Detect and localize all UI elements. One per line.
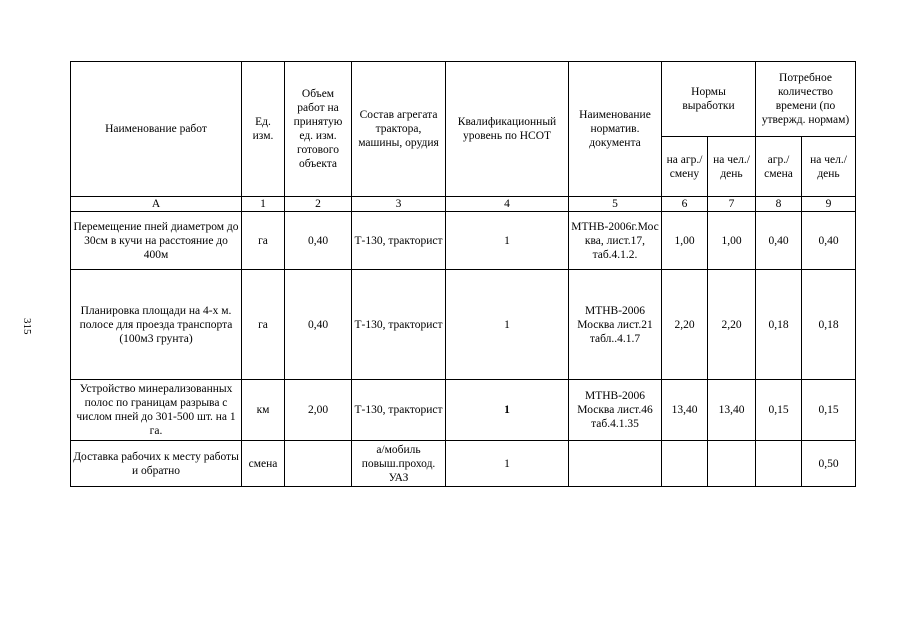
header-volume: Объем работ на принятую ед. изм. готового объекта [285,62,352,197]
header-work-name: Наименование работ [71,62,242,197]
time-aggregate-shift-cell: 0,18 [756,270,802,380]
column-index-row [71,197,856,212]
qualification-level-cell: 1 [446,212,569,270]
volume-cell: 0,40 [285,212,352,270]
column-index: 2 [285,197,352,212]
volume-cell: 0,40 [285,270,352,380]
time-aggregate-shift-cell: 0,40 [756,212,802,270]
norm-per-person-day-cell: 2,20 [708,270,756,380]
composition-cell: Т-130, тракторист [352,212,446,270]
norm-per-aggregate-shift-cell: 1,00 [662,212,708,270]
column-index: 5 [569,197,662,212]
norm-per-person-day-cell: 13,40 [708,380,756,441]
table-row [71,212,856,270]
header-output-norms: Нормы выработки [662,62,756,137]
qualification-level-cell: 1 [446,380,569,441]
qualification-level-cell: 1 [446,270,569,380]
norm-per-aggregate-shift-cell: 13,40 [662,380,708,441]
header-per-person-day-2: на чел./ день [802,137,856,197]
work-name-cell: Доставка рабочих к месту работы и обратно [71,441,242,487]
volume-cell: 2,00 [285,380,352,441]
time-person-day-cell: 0,40 [802,212,856,270]
work-name-cell: Перемещение пней диаметром до 30см в кучи на расстояние до 400м [71,212,242,270]
header-unit: Ед. изм. [242,62,285,197]
header-per-aggregate-shift: на агр./ смену [662,137,708,197]
time-person-day-cell: 0,15 [802,380,856,441]
column-index: 3 [352,197,446,212]
table-row [71,441,856,487]
time-person-day-cell: 0,18 [802,270,856,380]
page-number: 315 [21,318,33,335]
column-index: 1 [242,197,285,212]
column-index: 9 [802,197,856,212]
normative-document-cell: МТНВ-2006 Москва лист.21 табл..4.1.7 [569,270,662,380]
column-index: 7 [708,197,756,212]
column-index: А [71,197,242,212]
normative-document-cell: МТНВ-2006г.Москва, лист.17, таб.4.1.2. [569,212,662,270]
table-row [71,380,856,441]
header-qualification-level: Квалификационный уровень по НСОТ [446,62,569,197]
unit-cell: га [242,212,285,270]
work-name-cell: Планировка площади на 4-х м. полосе для проезда транспорта (100м3 грунта) [71,270,242,380]
norm-per-aggregate-shift-cell [662,441,708,487]
header-row-1 [71,62,856,137]
normative-document-cell [569,441,662,487]
column-index: 6 [662,197,708,212]
header-composition: Состав агрегата трактора, машины, орудия [352,62,446,197]
composition-cell: Т-130, тракторист [352,380,446,441]
norm-per-person-day-cell [708,441,756,487]
time-aggregate-shift-cell [756,441,802,487]
volume-cell [285,441,352,487]
qualification-level-cell: 1 [446,441,569,487]
unit-cell: км [242,380,285,441]
header-time-needed: Потребное количество времени (по утвержд. нормам) [756,62,856,137]
header-aggregate-shift: агр./ смена [756,137,802,197]
column-index: 4 [446,197,569,212]
time-aggregate-shift-cell: 0,15 [756,380,802,441]
work-norms-table [70,61,856,487]
composition-cell: а/мобиль повыш.проход. УАЗ [352,441,446,487]
composition-cell: Т-130, тракторист [352,270,446,380]
norm-per-aggregate-shift-cell: 2,20 [662,270,708,380]
header-per-person-day: на чел./ день [708,137,756,197]
header-normative-document: Наименование норматив. документа [569,62,662,197]
column-index: 8 [756,197,802,212]
normative-document-cell: МТНВ-2006 Москва лист.46 таб.4.1.35 [569,380,662,441]
time-person-day-cell: 0,50 [802,441,856,487]
table-row [71,270,856,380]
norm-per-person-day-cell: 1,00 [708,212,756,270]
unit-cell: га [242,270,285,380]
unit-cell: смена [242,441,285,487]
work-name-cell: Устройство минерализованных полос по границам разрыва с числом пней до 301-500 шт. на 1 га. [71,380,242,441]
